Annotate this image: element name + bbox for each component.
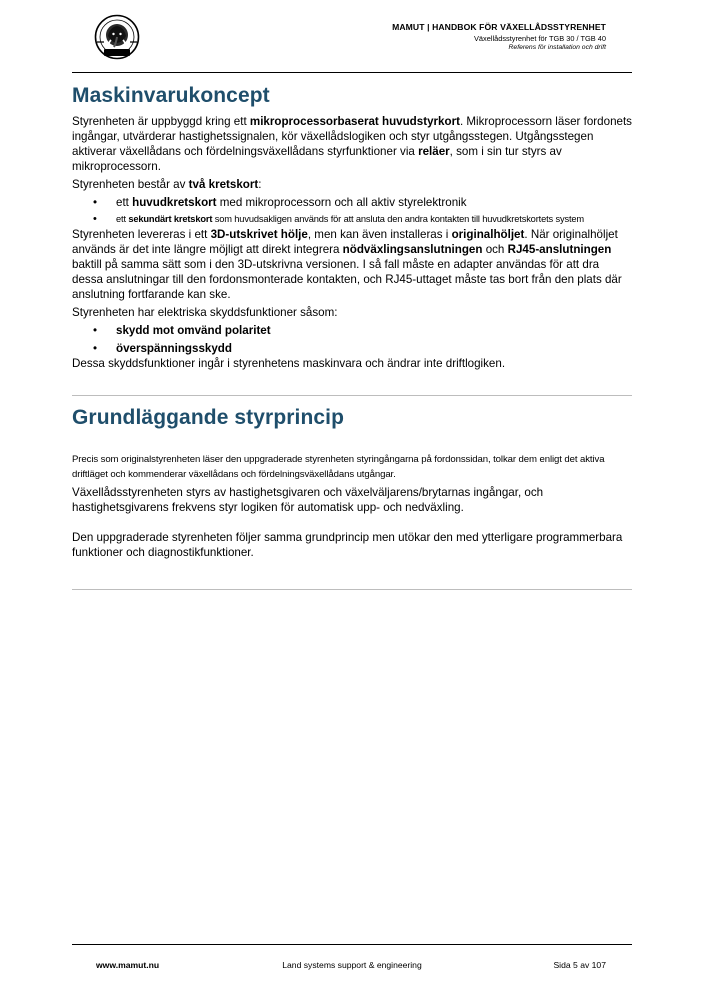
page-header [72, 14, 632, 72]
text: ett [116, 196, 133, 209]
paragraph: Växellådsstyrenheten styrs av hastighetsgivaren och växelväljarens/brytarnas ingångar, och hastighetsgivarens frekvens styr logiken för automatisk upp- och nedväxling. [72, 486, 544, 514]
list-item [72, 323, 632, 339]
footer-tagline: Land systems support & engineering [282, 960, 422, 970]
text: , som i sin tur styrs av mikroprocessorn. [72, 145, 562, 173]
list-item [72, 212, 632, 228]
header-title: MAMUT | HANDBOK FÖR VÄXELLÅDSSTYRENHET [392, 22, 606, 32]
list-item [72, 341, 632, 357]
bold-text: RJ45-anslutningen [507, 243, 612, 256]
text: med mikroprocessorn och all aktiv styrelektronik [216, 196, 467, 209]
text: . När originalhöljet används är det inte längre möjligt att direkt integrera [72, 228, 618, 256]
section-heading: Grundläggande styrprincip [72, 406, 345, 429]
mammoth-logo-icon [94, 14, 140, 60]
text: : [258, 178, 262, 191]
section-control-principle [72, 406, 632, 560]
bold-text: huvudkretskort [132, 196, 217, 209]
header-subtitle: Växellådsstyrenhet för TGB 30 / TGB 40 [473, 34, 606, 43]
section-divider [72, 395, 632, 396]
text: Styrenheten är uppbyggd kring ett [72, 115, 250, 128]
footer-website-link[interactable]: www.mamut.nu [96, 960, 160, 970]
bold-text: originalhöljet [451, 228, 525, 241]
protection-list [72, 323, 632, 356]
text: , men kan även installeras i [307, 228, 452, 241]
bold-text: nödväxlingsanslutningen [342, 243, 483, 256]
bold-text: skydd mot omvänd polaritet [116, 324, 271, 337]
bold-text: överspänningsskydd [116, 341, 232, 355]
bullet-icon: • [93, 196, 98, 209]
text: ett [116, 213, 129, 224]
footer-divider [72, 944, 632, 945]
header-divider [72, 72, 632, 73]
text: Styrenheten består av [72, 178, 189, 191]
text: . Mikroprocessorn läser fordonets ingångar, utvärderar hastighetssignalen, kör växellådslogiken och styr utgångsstegen. Utgångsstegen aktiverar växellådans och fördelningsväxellådans styrfunktioner via [72, 115, 632, 158]
paragraph: Dessa skyddsfunktioner ingår i styrenhetens maskinvara och ändrar inte driftlogiken. [72, 357, 506, 370]
section-divider [72, 589, 632, 590]
header-subtitle-italic: Referens för installation och drift [508, 44, 606, 51]
bullet-icon: • [93, 324, 98, 337]
bold-text: två kretskort [188, 178, 259, 191]
section-hardware [72, 84, 632, 371]
list-item [72, 195, 632, 211]
circuit-board-list [72, 195, 632, 227]
paragraph: Styrenheten har elektriska skyddsfunktioner såsom: [72, 306, 338, 319]
bold-text: sekundärt kretskort [128, 213, 213, 224]
paragraph [72, 114, 632, 174]
paragraph [72, 177, 632, 192]
text: och [482, 243, 508, 256]
text: baktill på samma sätt som i den 3D-utskrivna versionen. I så fall måste en adapter användas för att dra dessa anslutningar till den fordonsmonterade kontakten, och RJ45-uttaget måste tas bort från den plats där anslutning fortfarande kan ske. [72, 258, 622, 301]
paragraph [72, 227, 632, 302]
page-number: Sida 5 av 107 [553, 960, 606, 970]
bullet-icon: • [93, 212, 97, 225]
paragraph: Precis som originalstyrenheten läser den uppgraderade styrenheten styringångarna på fordonssidan, tolkar dem enligt det aktiva driftläget och kommenderar växellådans och fördelningsväxellådans utgångar. [72, 454, 605, 480]
bold-text: mikroprocessorbaserat huvudstyrkort [249, 115, 460, 128]
section-heading: Maskinvarukoncept [72, 84, 270, 107]
text: Styrenheten levereras i ett [72, 228, 211, 241]
bold-text: 3D-utskrivet hölje [210, 228, 308, 241]
bullet-icon: • [93, 341, 98, 355]
bold-text: reläer [418, 145, 450, 158]
paragraph: Den uppgraderade styrenheten följer samma grundprincip men utökar den med ytterligare programmerbara funktioner och diagnostikfunktioner. [72, 531, 623, 559]
text: som huvudsakligen används för att ansluta den andra kontakten till huvudkretskortets system [212, 213, 585, 224]
